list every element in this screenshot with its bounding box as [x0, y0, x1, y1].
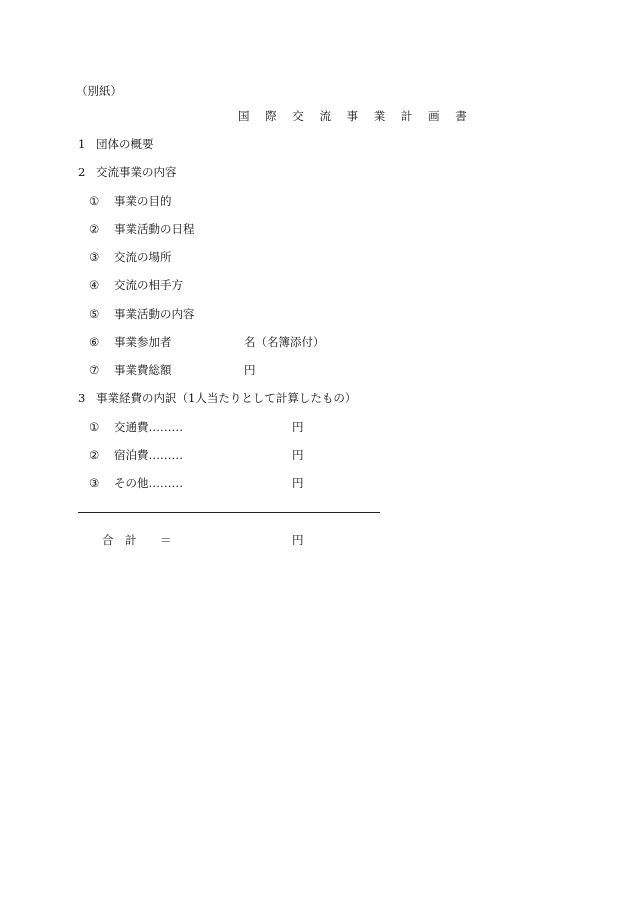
participants-suffix: 名（名簿添付） [244, 335, 325, 349]
section-2-item-label: 事業の目的 [114, 194, 172, 208]
section-2-item-mark: ⑤ [89, 307, 100, 321]
section-3-number: 3 [78, 391, 86, 405]
document-title: 国 際 交 流 事 業 計 画 書 [238, 109, 473, 123]
expense-item-unit: 円 [292, 420, 304, 434]
expense-item-label: 宿泊費……… [114, 448, 183, 462]
total-label: 合 計 [102, 533, 137, 547]
section-2-item-label: 事業参加者 [114, 335, 172, 349]
section-2-item-mark: ③ [89, 250, 100, 264]
section-2-item-mark: ④ [89, 278, 100, 292]
section-2-item-label: 事業活動の日程 [114, 222, 195, 236]
expense-item-mark: ① [89, 420, 100, 434]
total-cost-unit: 円 [244, 363, 256, 377]
section-1-label: 団体の概要 [96, 137, 154, 151]
section-2-item-mark: ⑥ [89, 335, 100, 349]
expense-item-mark: ② [89, 448, 100, 462]
section-2-item-label: 事業活動の内容 [114, 307, 195, 321]
expense-item-label: 交通費……… [114, 420, 183, 434]
expense-item-unit: 円 [292, 476, 304, 490]
section-2-item-mark: ⑦ [89, 363, 100, 377]
section-2-item-label: 交流の相手方 [114, 278, 183, 292]
total-equals: ＝ [160, 533, 172, 547]
section-2-item-label: 交流の場所 [114, 250, 172, 264]
expense-item-mark: ③ [89, 476, 100, 490]
section-3-label: 事業経費の内訳（1人当たりとして計算したもの） [96, 391, 357, 405]
section-2-item-mark: ① [89, 194, 100, 208]
section-2-item-label: 事業費総額 [114, 363, 172, 377]
expense-item-label: その他……… [114, 476, 183, 490]
total-unit: 円 [292, 533, 304, 547]
section-2-number: 2 [78, 165, 86, 179]
section-1-number: 1 [78, 137, 86, 151]
expense-item-unit: 円 [292, 448, 304, 462]
section-2-label: 交流事業の内容 [96, 165, 177, 179]
section-2-item-mark: ② [89, 222, 100, 236]
attachment-label: （別紙） [76, 84, 122, 98]
total-divider [78, 512, 380, 513]
